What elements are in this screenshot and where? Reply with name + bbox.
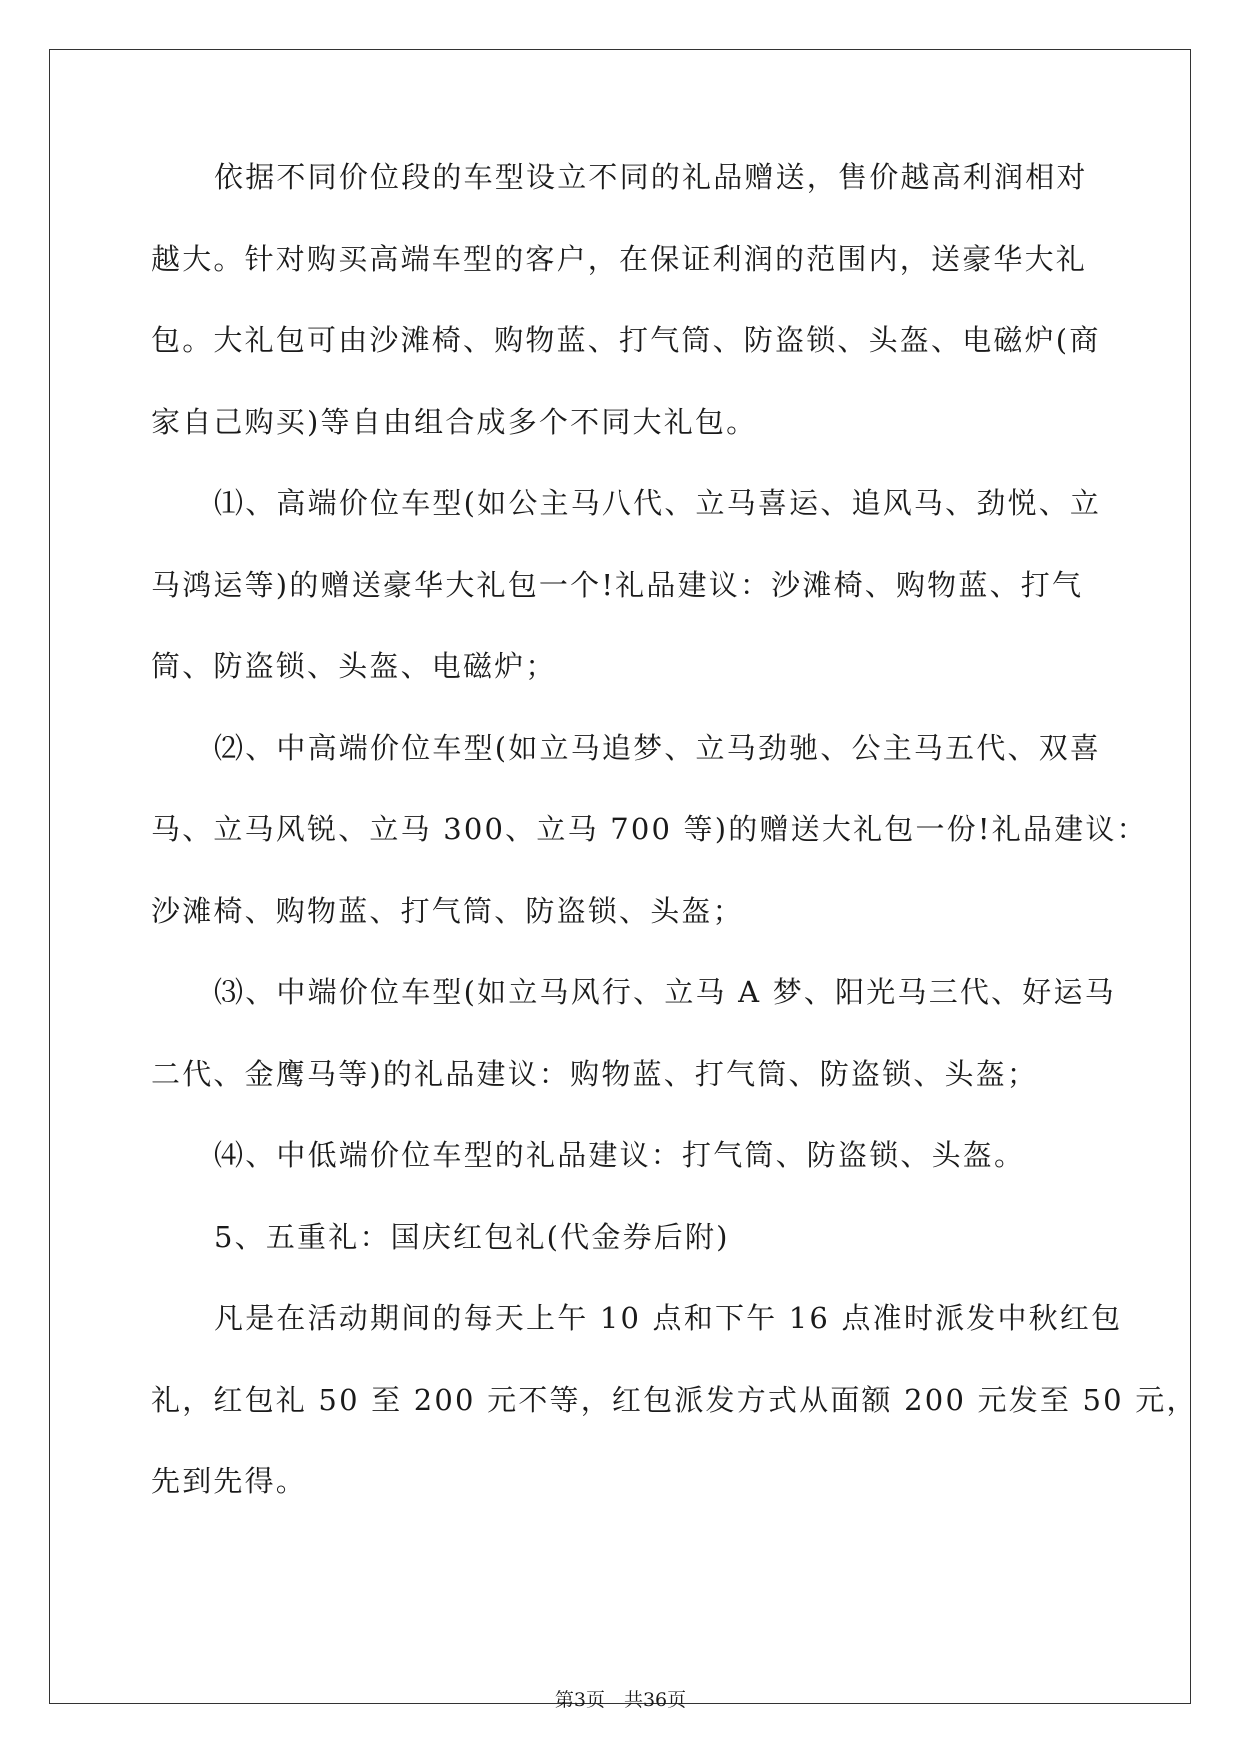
text-line: ⑵、中高端价位车型(如立马追梦、立马劲驰、公主马五代、双喜 <box>214 730 1102 765</box>
text-line: ⑴、高端价位车型(如公主马八代、立马喜运、追风马、劲悦、立 <box>214 486 1102 520</box>
document-body <box>151 160 1198 1546</box>
text-line: ⑶、中端价位车型(如立马风行、立马 A 梦、阳光马三代、好运马 <box>214 975 1116 1009</box>
text-line: 筒、防盗锁、头盔、电磁炉； <box>151 649 557 683</box>
text-line: 凡是在活动期间的每天上午 10 点和下午 16 点准时派发中秋红包 <box>214 1301 1123 1335</box>
text-line: 马、立马风锐、立马 300、立马 700 等)的赠送大礼包一份!礼品建议： <box>151 812 1148 846</box>
text-line: 包。大礼包可由沙滩椅、购物蓝、打气筒、防盗锁、头盔、电磁炉(商 <box>151 323 1101 357</box>
section-heading: 5、五重礼：国庆红包礼(代金券后附) <box>214 1219 730 1254</box>
text-line: 先到先得。 <box>151 1464 308 1498</box>
text-line: 二代、金鹰马等)的礼品建议：购物蓝、打气筒、防盗锁、头盔； <box>151 1056 1039 1091</box>
text-line: ⑷、中低端价位车型的礼品建议：打气筒、防盗锁、头盔。 <box>214 1138 1026 1172</box>
text-line: 礼，红包礼 50 至 200 元不等，红包派发方式从面额 200 元发至 50 元， <box>151 1382 1198 1417</box>
text-line: 依据不同价位段的车型设立不同的礼品赠送，售价越高利润相对 <box>214 160 1088 194</box>
text-line: 家自己购买)等自由组合成多个不同大礼包。 <box>151 404 758 439</box>
text-line: 越大。针对购买高端车型的客户，在保证利润的范围内，送豪华大礼 <box>151 241 1088 276</box>
text-line: 马鸿运等)的赠送豪华大礼包一个!礼品建议：沙滩椅、购物蓝、打气 <box>151 567 1084 602</box>
page-number-footer: 第3页 共36页 <box>554 1689 687 1711</box>
text-line: 沙滩椅、购物蓝、打气筒、防盗锁、头盔； <box>151 893 744 928</box>
